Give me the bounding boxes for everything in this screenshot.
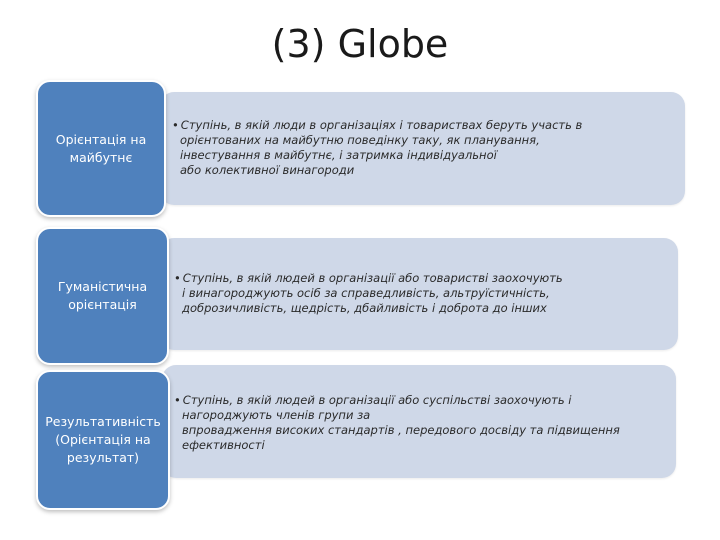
description-line: інвестування в майбутнє, і затримка індивідуальної — [180, 148, 497, 162]
label-box-performance-orientation — [36, 370, 170, 510]
label-line: орієнтація — [68, 297, 137, 312]
label-line: Орієнтація на — [55, 131, 147, 147]
bullet: • — [172, 118, 179, 132]
description-line: доброзичливість, щедрість, дбайливість і доброта до інших — [182, 301, 547, 315]
label-line: Результативність — [45, 414, 161, 429]
description-line: і винагороджують осіб за справедливість, альтруїстичність, — [182, 286, 550, 300]
description-future-orientation — [172, 118, 582, 178]
description-line: Ступінь, в якій люди в організаціях і товариствах беруть участь в — [180, 118, 583, 132]
description-line: або колективної винагороди — [180, 163, 355, 177]
description-humane-orientation — [174, 271, 563, 316]
label-box-humane-orientation — [36, 227, 169, 365]
bullet: • — [174, 271, 181, 285]
label-line: майбутнє — [69, 149, 133, 165]
description-line: Ступінь, в якій людей в організації або товаристві заохочують — [182, 271, 563, 285]
description-performance-orientation — [174, 393, 620, 453]
description-line: впровадження високих стандартів , передового досвіду та підвищення — [182, 423, 620, 437]
label-box-future-orientation — [36, 80, 166, 217]
description-line: орієнтованих на майбутню поведінку таку, як планування, — [180, 133, 540, 147]
description-line: Ступінь, в якій людей в організації або суспільстві заохочують і — [182, 393, 572, 407]
description-line: нагороджують членів групи за — [182, 408, 371, 422]
description-line: ефективності — [182, 438, 265, 452]
label-line: Гуманістична — [57, 279, 148, 294]
slide-title: (3) Globe — [271, 22, 449, 66]
bullet: • — [174, 393, 181, 407]
label-line: результат) — [66, 450, 140, 465]
label-line: (Орієнтація на — [55, 432, 151, 447]
